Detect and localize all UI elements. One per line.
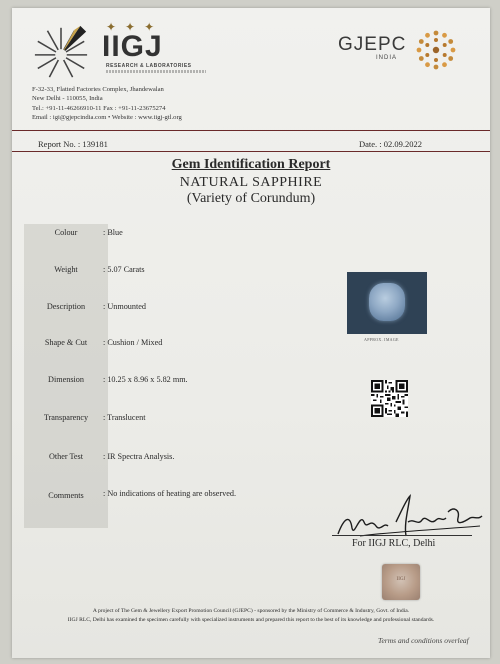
qr-code[interactable] (371, 380, 408, 417)
field-value-other-test: : IR Spectra Analysis. (103, 452, 175, 461)
divider-top (12, 130, 490, 131)
field-value-colour: : Blue (103, 228, 123, 237)
report-number: Report No. : 139181 (38, 139, 108, 149)
field-label-transparency: Transparency (43, 413, 89, 422)
field-label-shape-cut: Shape & Cut (44, 338, 88, 347)
partner-country: INDIA (376, 55, 398, 61)
org-subtitle: RESEARCH & LABORATORIES (106, 63, 192, 69)
field-value-dimension: : 10.25 x 8.96 x 5.82 mm. (103, 375, 188, 384)
seal-text: IIGJ (396, 577, 406, 582)
field-label-description: Description (46, 302, 86, 311)
field-label-dimension: Dimension (48, 375, 84, 384)
field-value-weight: : 5.07 Carats (103, 265, 145, 274)
field-value-shape-cut: : Cushion / Mixed (103, 338, 163, 347)
org-fine-print (106, 70, 206, 73)
org-name: IIGJ (102, 30, 163, 63)
report-date: Date. : 02.09.2022 (359, 139, 423, 149)
signatory: For IIGJ RLC, Delhi (352, 538, 436, 549)
divider-bottom (12, 151, 490, 152)
address-line: Tel.: +91-11-46266910-11 Fax : +91-11-23675274 (32, 104, 166, 112)
sapphire-stone-image (369, 283, 405, 321)
iigj-sunburst-logo (32, 22, 90, 80)
address-line: F-32-33, Flatted Factories Complex, Jhandewalan (32, 86, 164, 93)
field-label-other-test: Other Test (48, 452, 84, 461)
footer-sponsor-note: A project of The Gem & Jewellery Export Promotion Council (GJEPC) - sponsored by the Ministry of Commerce & Industry, Govt. of India. (92, 608, 410, 614)
report-title: Gem Identification Report (171, 157, 331, 172)
terms-link[interactable]: Terms and conditions overleaf (378, 636, 469, 645)
lab-address (32, 85, 182, 122)
partner-name: GJEPC (338, 34, 407, 55)
gem-photo (347, 272, 427, 334)
footer-disclaimer: IIGJ RLC, Delhi has examined the specimen carefully with specialized instruments and prepared this report to the best of its knowledge and professional standards. (67, 617, 435, 623)
certificate-sheet (12, 8, 490, 658)
field-value-transparency: : Translucent (103, 413, 146, 422)
gjepc-dotted-logo (416, 30, 456, 70)
decorative-stars: ✦✦✦ (106, 20, 164, 34)
field-value-description: : Unmounted (103, 302, 146, 311)
photo-caption: APPROX. IMAGE (364, 337, 399, 342)
field-value-comments: : No indications of heating are observed. (103, 489, 237, 498)
field-label-weight: Weight (54, 265, 78, 274)
address-line: Email : igi@gjepcindia.com • Website : www.iigj-gtl.org (32, 113, 182, 121)
gem-name: NATURAL SAPPHIRE (179, 175, 323, 190)
field-label-comments: Comments (48, 491, 84, 500)
field-label-colour: Colour (54, 228, 78, 237)
embossed-seal (382, 564, 420, 600)
address-line: New Delhi - 110055, India (32, 95, 103, 103)
signature-line (332, 535, 472, 536)
gem-variety: (Variety of Corundum) (186, 191, 316, 206)
